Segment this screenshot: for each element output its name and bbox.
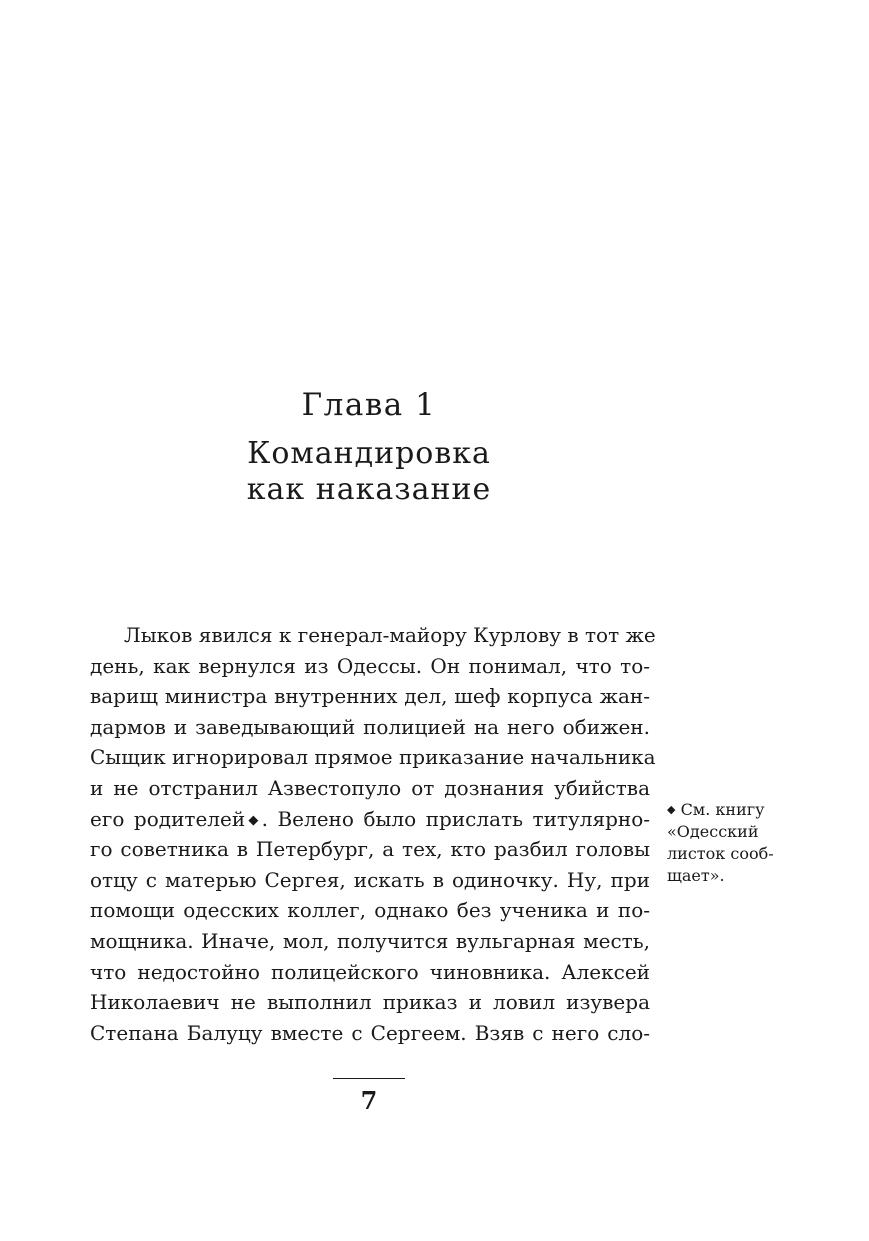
- chapter-title-line: Командировка: [247, 436, 491, 471]
- chapter-title-line: как наказание: [246, 472, 492, 507]
- sidenote: [667, 799, 797, 887]
- body-line: день, как вернулся из Одессы. Он понимал, что то-: [90, 653, 650, 678]
- body-text: [90, 620, 656, 1048]
- page-number: 7: [360, 1086, 378, 1115]
- sidenote-line: «Одесский: [667, 822, 759, 841]
- sidenote-text: См. книгу: [680, 800, 765, 819]
- body-line: Сыщик игнорировал прямое приказание начальника: [90, 745, 656, 770]
- chapter-number: Глава 1: [301, 387, 437, 423]
- body-line: отцу с матерью Сергея, искать в одиночку. Ну, при: [90, 867, 650, 892]
- body-line: Лыков явился к генерал-майору Курлову в тот же: [124, 623, 656, 647]
- body-line: помощи одесских коллег, однако без ученика и по-: [90, 898, 650, 923]
- body-line: Степана Балуцу вместе с Сергеем. Взяв с него сло-: [90, 1020, 650, 1045]
- footnote-marker: ◆: [245, 812, 262, 828]
- page-number-rule: [333, 1078, 405, 1079]
- body-line: варищ министра внутренних дел, шеф корпуса жан-: [90, 684, 650, 709]
- sidenote-marker: ◆: [667, 803, 676, 816]
- sidenote-line: листок сооб-: [667, 844, 774, 863]
- sidenote-line: щает».: [667, 866, 725, 885]
- body-line: Николаевич не выполнил приказ и ловил изувера: [90, 990, 650, 1015]
- body-line: го советника в Петербург, а тех, кто разбил головы: [90, 837, 650, 862]
- body-line-part: его родителей: [90, 806, 246, 831]
- body-line: мощника. Иначе, мол, получится вульгарная месть,: [90, 928, 650, 953]
- body-line: и не отстранил Азвестопуло от дознания убийства: [90, 775, 650, 800]
- body-line: дармов и заведывающий полицией на него обижен.: [90, 714, 650, 739]
- body-line-part: . Велено было прислать титулярно-: [261, 806, 650, 831]
- body-line: [90, 804, 650, 835]
- sidenote-line: [667, 799, 797, 821]
- body-line: что недостойно полицейского чиновника. Алексей: [90, 959, 650, 984]
- chapter-title: [0, 436, 738, 508]
